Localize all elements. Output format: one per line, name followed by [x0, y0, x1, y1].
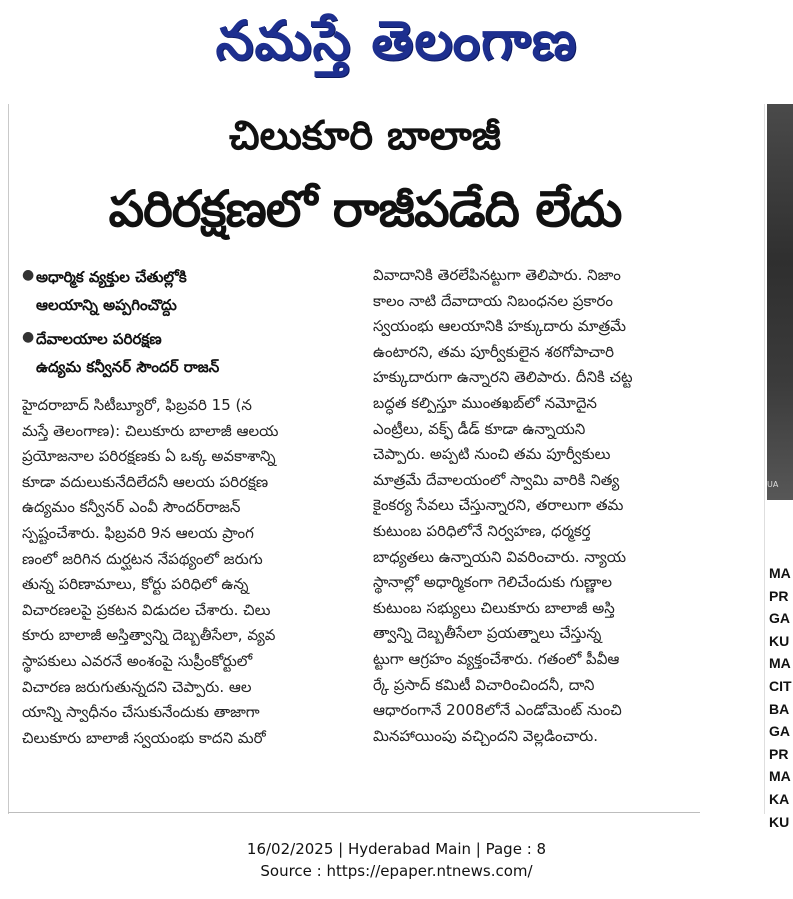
sidebar-item: GA — [769, 723, 790, 740]
edition-info: 16/02/2025 | Hyderabad Main | Page : 8 — [246, 840, 547, 858]
body-line: తున్న పరిణామాలు, కోర్టు పరిధిలో ఉన్న — [22, 575, 249, 594]
sidebar-item: CIT — [769, 677, 792, 694]
body-line: కుటుంబ పరిధిలోనే నిర్వహణ, ధర్మకర్త — [373, 521, 591, 540]
bullet-point — [22, 263, 362, 319]
sidebar-item: MA — [769, 655, 791, 672]
newspaper-logo: నమస్తే తెలంగాణ — [215, 8, 578, 72]
bullet-line: ఉద్యమ కన్వీనర్ సౌందర్ రాజన్ — [36, 358, 220, 376]
article-column-left — [22, 263, 362, 751]
body-line: ఉంటారని, తమ పూర్వీకులైన శఠగోపాచారి — [373, 342, 614, 361]
body-line: స్పష్టంచేశారు. ఫిబ్రవరి 9న ఆలయ ప్రాంగ — [22, 523, 254, 542]
cropped-sidebar-list — [769, 562, 793, 833]
body-line: బాధ్యతలు ఉన్నాయని వివరించారు. న్యాయ — [373, 547, 627, 566]
body-line: స్థాపకులు ఎవరనే అంశంపై సుప్రీంకోర్టులో — [22, 651, 253, 670]
body-line: విచారణ జరుగుతున్నదని చెప్పారు. ఆల — [22, 677, 252, 696]
body-line: కైంకర్య సేవలు చేస్తున్నారని, తరాలుగా తమ — [373, 496, 624, 515]
body-line: స్వయంభు ఆలయానికి హక్కుదారు మాత్రమే — [373, 317, 627, 336]
body-line: చెప్పారు. అప్పటి నుంచి తమ పూర్వీకులు — [373, 445, 611, 464]
body-line: హక్కుదారుగా ఉన్నారని తెలిపారు. దీనికి చట్ట — [373, 368, 633, 387]
body-line: మాత్రమే దేవాలయంలో స్వామి వారికి నిత్య — [373, 470, 620, 489]
sidebar-item: BA — [769, 700, 790, 717]
body-line: బద్ధత కల్పిస్తూ ముంతఖబ్‌లో నమోదైన — [373, 393, 597, 412]
body-line: ఆధారంగానే 2008లోనే ఎండోమెంట్ నుంచి — [373, 701, 622, 720]
footer-divider — [8, 812, 700, 813]
sidebar-item: MA — [769, 565, 791, 581]
headline-line-1: చిలుకూరి బాలాజీ — [228, 113, 502, 159]
body-line: కుటుంబ సభ్యులు చిలుకూరు బాలాజీ అస్తి — [373, 598, 615, 617]
body-line: స్థానాల్లో అధార్మికంగా గెలిచేందుకు గుణ్ణాల — [373, 573, 612, 592]
body-line: కూడా వదులుకునేదిలేదనీ ఆలయ పరిరక్షణ — [22, 472, 269, 491]
sidebar-item: PR — [769, 745, 789, 762]
body-line: కూరు బాలాజీ అస్తిత్వాన్ని దెబ్బతీసేలా, వ్యవ — [22, 626, 276, 645]
body-line: మినహాయింపు వచ్చిందని వెల్లడించారు. — [373, 726, 598, 745]
body-line: ప్రయోజనాల పరిరక్షణకు ఏ ఒక్క అవకాశాన్ని — [22, 447, 276, 466]
body-line: త్వాన్ని దెబ్బతీసేలా ప్రయత్నాలు చేస్తున్న — [373, 624, 602, 643]
body-line: కాలం నాటి దేవాదాయ నిబంధనల ప్రకారం — [373, 291, 613, 310]
body-line: ట్టుగా ఆగ్రహం వ్యక్తంచేశారు. గతంలో పీవీఆ — [373, 649, 620, 668]
footer — [0, 838, 793, 882]
body-line: ఉద్యమం కన్వీనర్ ఎంవీ సౌందర్‌రాజన్ — [22, 498, 241, 517]
body-line: యాన్ని స్వాధీనం చేసుకునేందుకు తాజాగా — [22, 703, 260, 722]
body-line: విచారణలపై ప్రకటన విడుదల చేశారు. చిలు — [22, 600, 271, 619]
body-line: ణంలో జరిగిన దుర్ఘటన నేపథ్యంలో జరుగు — [22, 549, 263, 568]
sidebar-item: KU — [769, 813, 790, 830]
bullet-dot-icon: ● — [22, 329, 35, 345]
bullet-line: ఆలయాన్ని అప్పగించొద్దు — [36, 296, 177, 314]
sidebar-divider — [764, 104, 765, 814]
body-line: వివాదానికి తెరలేపినట్టుగా తెలిపారు. నిజాం — [373, 266, 621, 284]
sidebar-item: KA — [769, 790, 790, 807]
sidebar-item: MA — [769, 768, 791, 785]
cropped-photo — [767, 104, 793, 500]
bullet-dot-icon: ● — [22, 267, 35, 283]
photo-caption: UA — [767, 480, 779, 489]
source-link[interactable]: Source : https://epaper.ntnews.com/ — [260, 862, 533, 880]
sidebar-item: KU — [769, 632, 790, 649]
bullet-line: అధార్మిక వ్యక్తుల చేతుల్లోకి — [36, 268, 187, 286]
bullet-point — [22, 325, 362, 381]
body-line: ఎంట్రీలు, వక్ఫ్ డీడ్ కూడా ఉన్నాయని — [373, 419, 586, 438]
bullet-line: దేవాలయాల పరిరక్షణ — [36, 330, 162, 348]
article-body-right — [373, 263, 699, 749]
body-line: మస్తే తెలంగాణ): చిలుకూరు బాలాజీ ఆలయ — [22, 421, 279, 440]
body-line: ర్కే ప్రసాద్ కమిటీ విచారించిందనీ, దాని — [373, 675, 595, 694]
article-body-left — [22, 393, 362, 751]
article-column-right — [373, 263, 699, 749]
sidebar-item: PR — [769, 587, 789, 604]
sidebar-item: GA — [769, 610, 790, 627]
body-line: చిలుకూరు బాలాజీ స్వయంభు కాదని మరో — [22, 728, 266, 747]
masthead — [0, 0, 793, 80]
headline-line-2: పరిరక్షణలో రాజీపడేది లేదు — [108, 180, 622, 238]
body-line: హైదరాబాద్ సిటీబ్యూరో, ఫిబ్రవరి 15 (న — [22, 396, 252, 414]
